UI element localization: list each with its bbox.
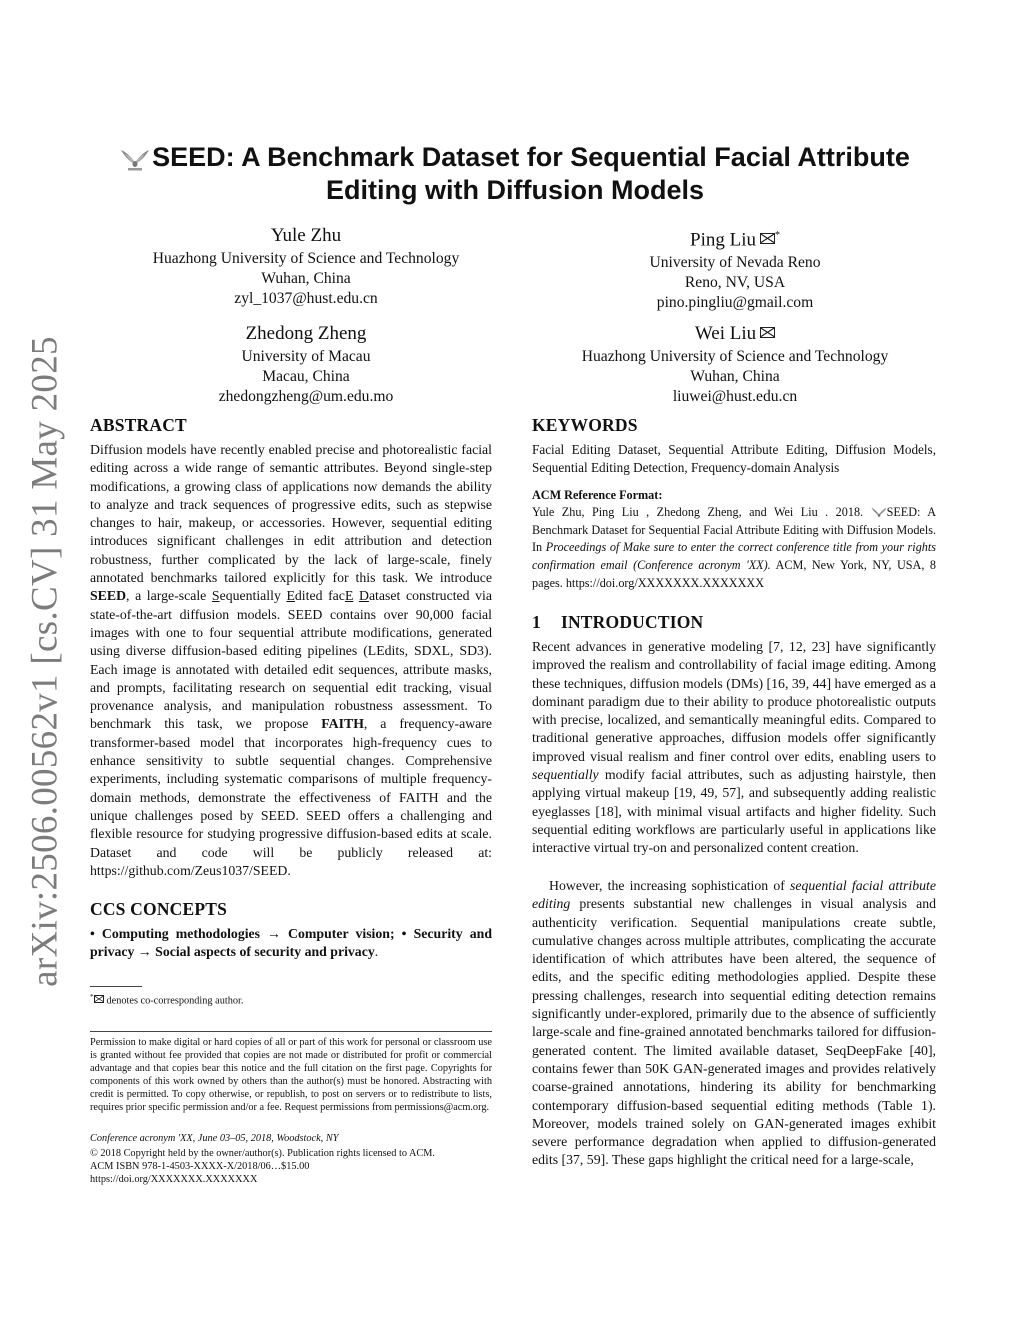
author-affiliation: Huazhong University of Science and Technology: [152, 250, 460, 267]
author-affiliation: Huazhong University of Science and Technology: [581, 348, 889, 365]
author-email: liuwei@hust.edu.cn: [672, 388, 798, 405]
mail-icon: [760, 327, 775, 338]
author-location: Macau, China: [262, 368, 350, 385]
seed-logo-icon: [120, 141, 150, 171]
ccs-concepts: • Computing methodologies → Computer vision; • Security and privacy → Social aspects of security and privacy.: [90, 926, 492, 960]
acm-ref-heading: ACM Reference Format:: [532, 488, 663, 502]
permission-rule: [90, 1031, 492, 1032]
mail-icon: [94, 995, 104, 1003]
title-line1: SEED: A Benchmark Dataset for Sequential Facial Attribute: [152, 142, 910, 172]
author-name: Yule Zhu: [270, 225, 342, 246]
keywords-heading: KEYWORDS: [532, 415, 638, 435]
author-affiliation: University of Nevada Reno: [649, 254, 821, 272]
author-email: zhedongzheng@um.edu.mo: [218, 388, 394, 405]
author-block-3: [130, 321, 482, 407]
mail-icon: [760, 233, 775, 244]
abstract-heading: ABSTRACT: [90, 415, 187, 435]
author-block-4: [540, 321, 930, 407]
permission-notice: Permission to make digital or hard copies of all or part of this work for personal or classroom use is granted without fee provided that copies are not made or distributed for profit or commercial advantage and that copies bear this notice and the full citation on the first page. Copyrights for components of this work owned by others than the author(s) must be honored. Abstracting with credit is permitted. To copy otherwise, or republish, to post on servers or to redistribute to lists, requires prior specific permission and/or a fee. Request permissions from permissions@acm.org.: [90, 1037, 492, 1113]
footnote-rule: [90, 986, 142, 987]
paper-title: [90, 141, 940, 207]
author-name: Wei Liu: [694, 323, 757, 344]
copyright-line: © 2018 Copyright held by the owner/author(s). Publication rights licensed to ACM.: [90, 1148, 436, 1159]
author-block-1: [130, 223, 482, 309]
intro-heading: 1 INTRODUCTION: [532, 612, 704, 632]
acm-ref-body: Yule Zhu, Ping Liu , Zhedong Zheng, and Wei Liu . 2018. SEED: A Benchmark Dataset for Sequential Facial Attribute Editing with Diffusion Models. In Proceedings of Make sure to enter the correct conference title from your rights confirmation email (Conference acronym 'XX). ACM, New York, NY, USA, 8 pages. https://doi.org/XXXXXXX.XXXXXXX: [532, 505, 937, 590]
title-line2: Editing with Diffusion Models: [326, 175, 704, 205]
author-location: Wuhan, China: [261, 270, 351, 287]
intro-paragraph-1: Recent advances in generative modeling [7, 12, 23] have significantly improved the realism and controllability of facial image editing. Among these techniques, diffusion models (DMs) [16, 39, 44] have emerged as a dominant paradigm due to their ability to produce photorealistic outputs with precise, localized, and semantically meaningful edits. Compared to traditional generative approaches, diffusion models offer significantly improved visual realism and finer control over edits, enabling users to sequentially modify facial attributes, such as adjusting hairstyle, then applying virtual makeup [19, 49, 57], and subsequently adding realistic eyeglasses [18], with minimal visual artifacts and higher fidelity. Such sequential editing workflows are particularly useful in applications like interactive virtual try-on and personalized content creation.: [532, 639, 936, 856]
seed-logo-icon: [871, 504, 887, 518]
intro-paragraph-2: However, the increasing sophistication of sequential facial attribute editing presents substantial new challenges in visual analysis and authenticity verification. Sequential manipulations create subtle, cumulative changes across multiple attributes, complicating the accurate identification of which attributes have been altered, the sequence of edits, and the specific editing methodologies applied. Despite these pressing challenges, research into sequential editing detection remains significantly under-explored, primarily due to the absence of sufficiently large-scale and fine-grained annotated benchmarks tailored for diffusion-generated content. The limited available dataset, SeqDeepFake [40], contains fewer than 50K GAN-generated images and provides relatively coarse-grained annotations, hindering its ability for benchmarking contemporary diffusion-based sequential editing methods (Table 1). Moreover, models trained solely on GAN-generated images exhibit severe performance degradation when applied to diffusion-generated edits [37, 59]. These gaps highlight the critical need for a large-scale,: [532, 878, 936, 1168]
author-email: zyl_1037@hust.edu.cn: [234, 290, 378, 307]
doi-line: https://doi.org/XXXXXXX.XXXXXXX: [90, 1174, 258, 1185]
footnote: * denotes co-corresponding author.: [90, 993, 244, 1007]
keywords-text: Facial Editing Dataset, Sequential Attribute Editing, Diffusion Models, Sequential Editing Detection, Frequency-domain Analysis: [532, 442, 936, 476]
isbn-line: ACM ISBN 978-1-4503-XXXX-X/2018/06…$15.00: [90, 1161, 310, 1172]
author-name: Zhedong Zheng: [245, 323, 367, 344]
abstract-body: Diffusion models have recently enabled precise and photorealistic facial editing across a wide range of semantic attributes. Beyond single-step modifications, a growing class of applications now demands the ability to analyze and track sequences of progressive edits, such as stepwise changes to hair, makeup, or accessories. However, sequential editing introduces significant challenges in edit attribution and detection robustness, further complicated by the lack of large-scale, finely annotated benchmarks tailored explicitly for this task. We introduce SEED, a large-scale Sequentially Edited facE Dataset constructed via state-of-the-art diffusion models. SEED contains over 90,000 facial images with one to four sequential attribute modifications, generated using diverse diffusion-based editing pipelines (LEdits, SDXL, SD3). Each image is annotated with detailed edit sequences, attribute masks, and prompts, facilitating research on sequential edit tracking, visual provenance analysis, and manipulation robustness assessment. To benchmark this task, we propose FAITH, a frequency-aware transformer-based model that incorporates high-frequency cues to enhance sensitivity to subtle sequential changes. Comprehensive experiments, including systematic comparisons of multiple frequency-domain methods, demonstrate the effectiveness of FAITH and the unique challenges posed by SEED. SEED offers a challenging and flexible resource for studying progressive diffusion-based edits at scale. Dataset and code will be publicly released at: https://github.com/Zeus1037/SEED.: [90, 442, 492, 878]
author-email: pino.pingliu@gmail.com: [656, 294, 814, 312]
corresponding-mark: *: [774, 230, 780, 241]
author-affiliation: University of Macau: [241, 348, 371, 365]
ccs-heading: CCS CONCEPTS: [90, 899, 228, 919]
arxiv-stamp: arXiv:2506.00562v1 [cs.CV] 31 May 2025: [24, 336, 66, 987]
conference-line: Conference acronym 'XX, June 03–05, 2018, Woodstock, NY: [90, 1133, 339, 1144]
author-block-2: [560, 223, 910, 313]
author-location: Reno, NV, USA: [684, 274, 786, 292]
author-name: Ping Liu: [690, 229, 756, 251]
author-location: Wuhan, China: [690, 368, 780, 385]
